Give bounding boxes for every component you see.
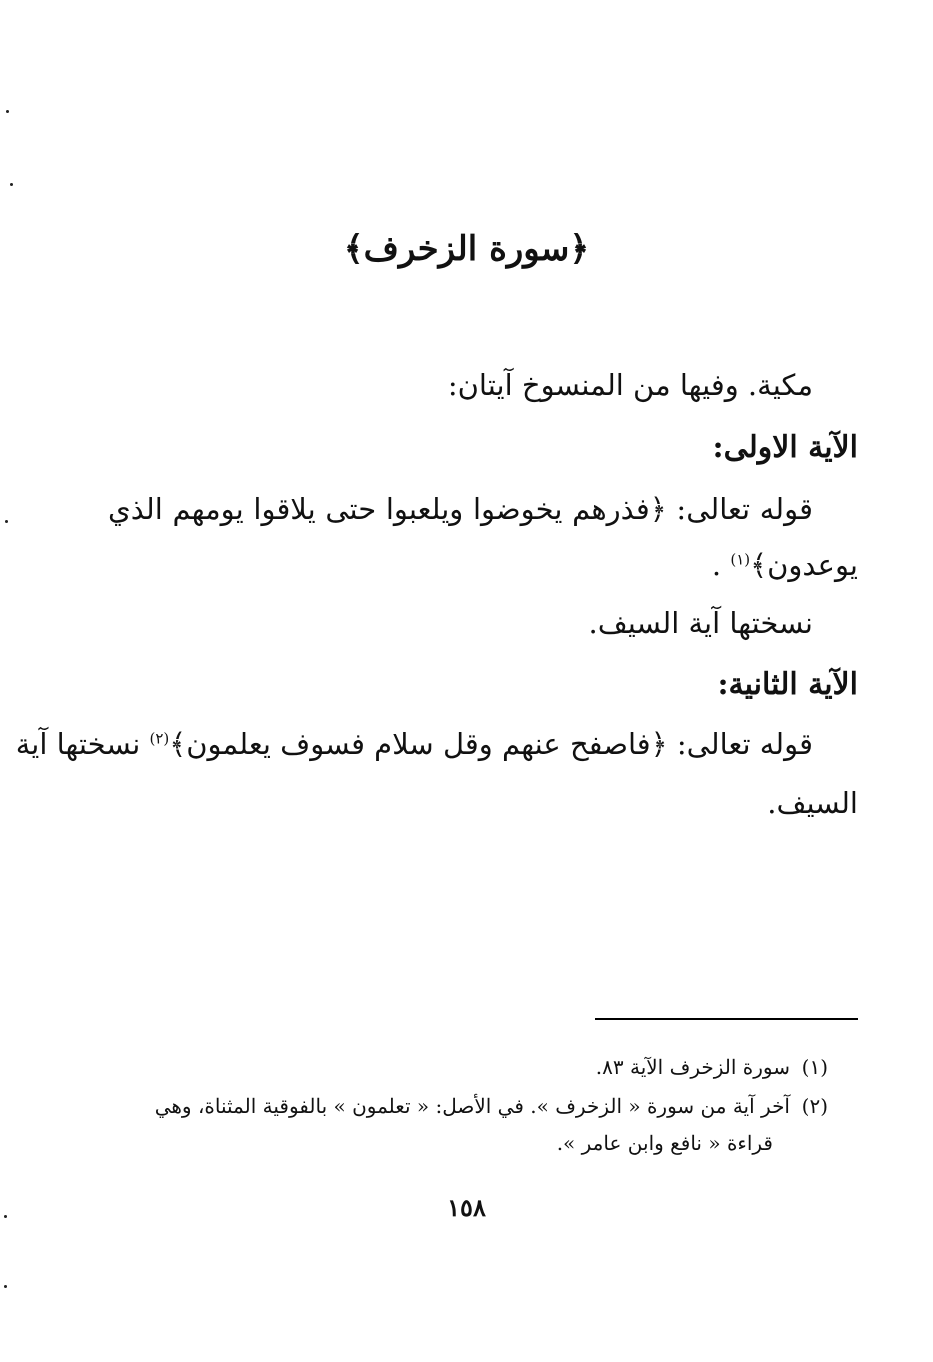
verse-heading-1: الآية الاولى: <box>712 430 858 465</box>
footnote-number: (٢) <box>801 1094 828 1118</box>
verse-1-line-1: قوله تعالى: ﴿فذرهم يخوضوا ويلعبوا حتى يلاقوا يومهم الذي <box>108 492 813 526</box>
footnote-text: آخر آية من سورة « الزخرف ». في الأصل: « تعلمون » بالفوقية المثناة، وهي <box>154 1094 790 1118</box>
page-number: ١٥٨ <box>447 1193 486 1222</box>
verse-1-period: . <box>711 548 731 582</box>
surah-title: ﴿سورة الزخرف﴾ <box>343 229 590 269</box>
footnote-1 <box>138 1055 828 1079</box>
footnote-ref-2: (٢) <box>149 729 170 748</box>
footnote-2-continuation: قراءة « نافع وابن عامر ». <box>556 1131 773 1155</box>
verse-2-line-1 <box>15 727 813 761</box>
verse-heading-2: الآية الثانية: <box>717 667 858 702</box>
verse-1-end-text: يوعدون﴾ <box>750 548 858 582</box>
footnote-text: سورة الزخرف الآية ٨٣. <box>595 1055 790 1079</box>
footnote-ref-1: (١) <box>730 550 751 569</box>
footnote-divider <box>595 1018 858 1020</box>
intro-line: مكية. وفيها من المنسوخ آيتان: <box>447 368 813 402</box>
footnote-2 <box>138 1094 828 1118</box>
abrogation-1: نسختها آية السيف. <box>588 606 813 640</box>
verse-1-line-2 <box>108 548 858 582</box>
footnote-number: (١) <box>801 1055 828 1079</box>
verse-2-abrogation: نسختها آية <box>15 727 150 761</box>
verse-2-line-2: السيف. <box>767 786 858 820</box>
verse-2-text: قوله تعالى: ﴿فاصفح عنهم وقل سلام فسوف يعلمون﴾ <box>169 727 813 761</box>
